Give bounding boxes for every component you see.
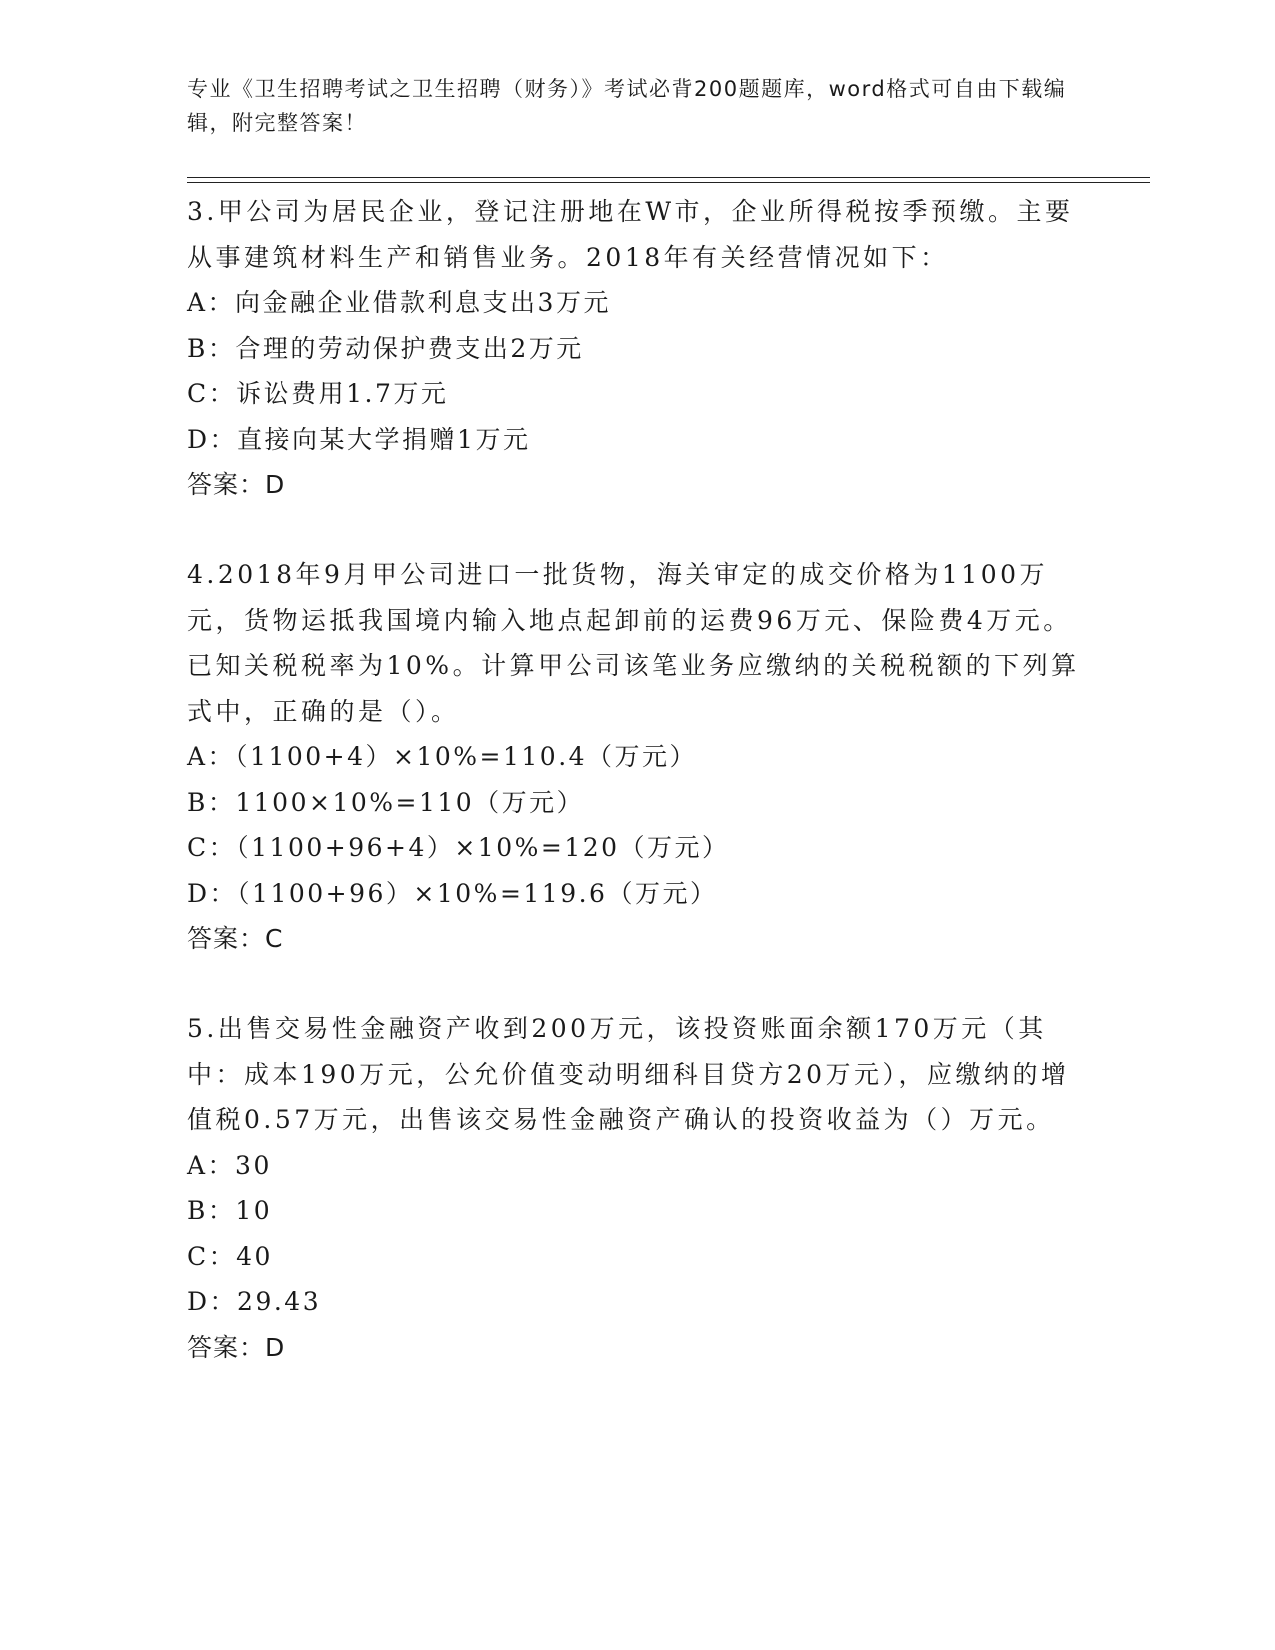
header-intro-text: 专业《卫生招聘考试之卫生招聘（财务）》考试必背200题题库，word格式可自由下载编辑，附完整答案！: [187, 77, 1067, 135]
header-divider-bottom: [187, 182, 1150, 183]
question-text: 4.2018年9月甲公司进口一批货物，海关审定的成交价格为1100万元，货物运抵我国境内输入地点起卸前的运费96万元、保险费4万元。已知关税税率为10%。计算甲公司该笔业务应缴纳的关税税额的下列算式中，正确的是（）。: [187, 560, 1080, 726]
answer-line: 答案：D: [187, 470, 286, 499]
option-a: A：向金融企业借款利息支出3万元: [187, 288, 611, 317]
option-c: C：（1100+96+4）×10%=120（万元）: [187, 833, 730, 862]
option-a: A：30: [187, 1150, 272, 1180]
option-a: A：（1100+4）×10%=110.4（万元）: [187, 742, 698, 771]
document-header: [187, 72, 1077, 140]
option-b: B：1100×10%=110（万元）: [187, 787, 585, 817]
question-text: 5.出售交易性金融资产收到200万元，该投资账面余额170万元（其中：成本190万元，公允价值变动明细科目贷方20万元），应缴纳的增值税0.57万元，出售该交易性金融资产确认的投资收益为（）万元。: [187, 1014, 1070, 1134]
option-c: C：诉讼费用1.7万元: [187, 379, 449, 408]
option-b: B：10: [187, 1196, 273, 1225]
option-d: D：29.43: [187, 1287, 322, 1316]
question-3: [187, 189, 1087, 508]
option-d: D：（1100+96）×10%=119.6（万元）: [187, 878, 718, 908]
option-c: C：40: [187, 1241, 273, 1271]
option-d: D：直接向某大学捐赠1万元: [187, 424, 531, 454]
answer-line: 答案：D: [187, 1332, 286, 1362]
header-divider-top: [187, 177, 1150, 178]
question-4: [187, 552, 1087, 962]
answer-line: 答案：C: [187, 924, 284, 953]
question-text: 3.甲公司为居民企业，登记注册地在W市，企业所得税按季预缴。主要从事建筑材料生产和销售业务。2018年有关经营情况如下：: [187, 197, 1074, 272]
option-b: B：合理的劳动保护费支出2万元: [187, 333, 584, 363]
question-5: [187, 1006, 1087, 1370]
